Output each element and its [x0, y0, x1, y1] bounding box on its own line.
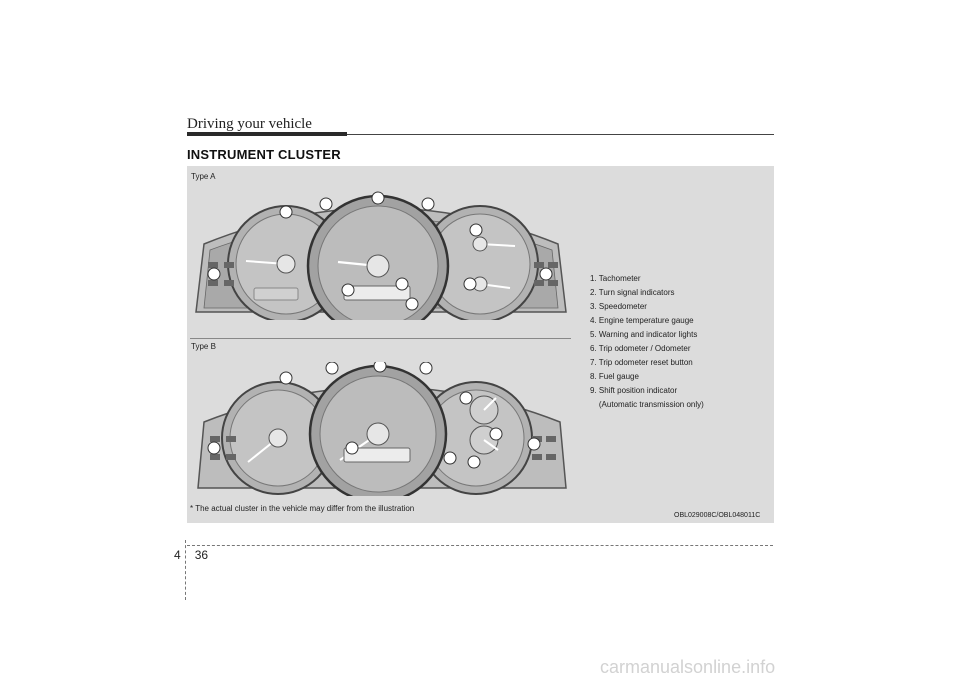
legend-item: 8. Fuel gauge	[590, 372, 639, 381]
legend	[590, 272, 704, 412]
header-rule-thin	[347, 134, 774, 135]
panel-divider	[190, 338, 571, 339]
watermark: carmanualsonline.info	[600, 657, 776, 677]
footnote: * The actual cluster in the vehicle may differ from the illustration	[190, 504, 415, 513]
legend-item: 9. Shift position indicator (Automatic transmission only)	[590, 386, 704, 409]
type-a-label: Type A	[191, 172, 216, 181]
legend-item: 7. Trip odometer reset button	[590, 358, 693, 367]
legend-item: 3. Speedometer	[590, 302, 647, 311]
page-heading: INSTRUMENT CLUSTER	[187, 147, 341, 162]
legend-item: 4. Engine temperature gauge	[590, 316, 694, 325]
legend-item: 2. Turn signal indicators	[590, 288, 675, 297]
instrument-cluster-type-a	[190, 184, 572, 320]
legend-item: 5. Warning and indicator lights	[590, 330, 698, 339]
header-rule-thick	[187, 132, 347, 136]
figure-code: OBL029008C/OBL048011C	[674, 512, 761, 519]
chapter-number: 4	[174, 548, 181, 562]
footer-dashed-rule	[187, 545, 773, 546]
type-b-label: Type B	[191, 342, 216, 351]
legend-item: 6. Trip odometer / Odometer	[590, 344, 691, 353]
page-number	[174, 548, 208, 562]
legend-item: 1. Tachometer	[590, 274, 641, 283]
instrument-cluster-type-b	[192, 362, 572, 496]
section-title: Driving your vehicle	[187, 116, 312, 132]
page-number-value: 36	[194, 548, 209, 562]
